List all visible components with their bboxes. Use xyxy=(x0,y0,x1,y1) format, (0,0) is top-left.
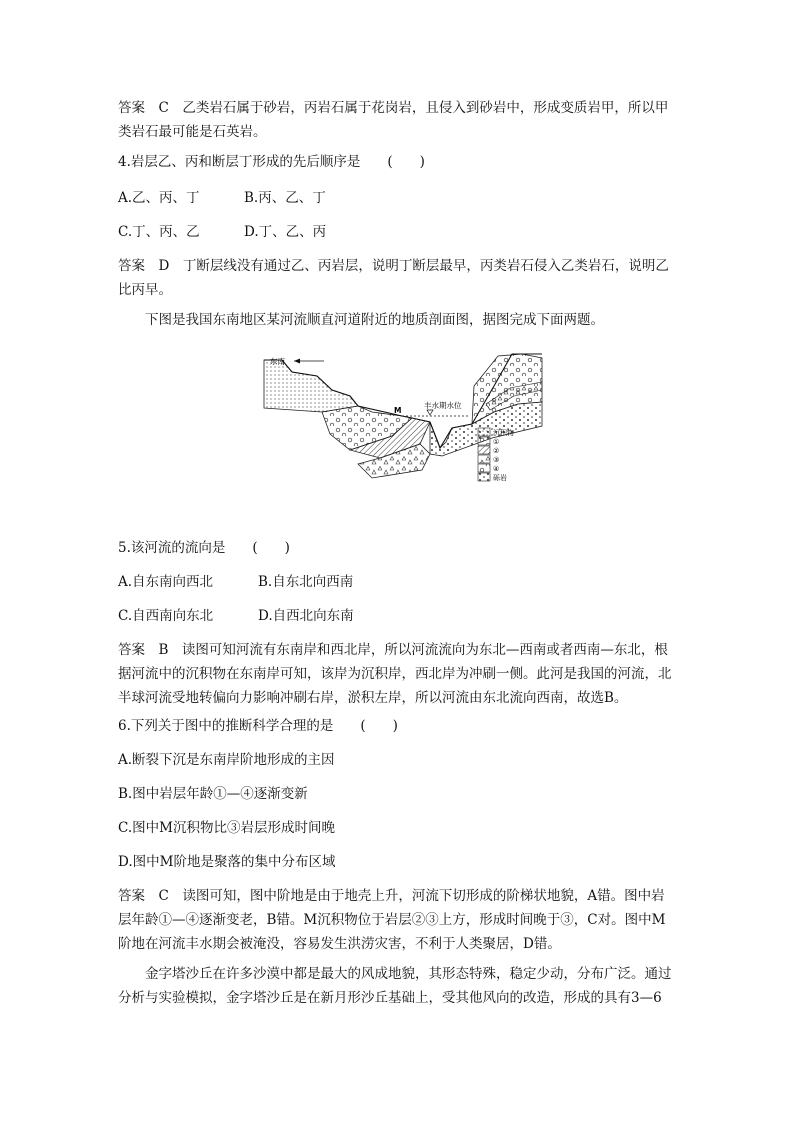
q5-option-a: A.自东南向西北 xyxy=(118,574,214,590)
sediment-layer xyxy=(264,360,358,412)
answer-4: 答案 D 丁断层线没有通过乙、丙岩层，说明丁断层最早，丙类岩石侵入乙类岩石，说明乙比丙早。 xyxy=(118,258,669,298)
legend-label-2: ② xyxy=(493,447,500,455)
q4-option-c: C.丁、丙、乙 xyxy=(118,224,200,240)
passage-intro: 金字塔沙丘在许多沙漠中都是最大的风成地貌，其形态特殊，稳定少动，分布广泛。通过分析与实验模拟，金字塔沙丘是在新月形沙丘基础上，受其他风向的改造，形成的具有3—6 xyxy=(118,966,672,1006)
legend xyxy=(478,428,514,482)
legend-swatch-1 xyxy=(478,437,490,445)
q6-option-d: D.图中M阶地是聚落的集中分布区域 xyxy=(118,854,336,870)
q6-option-b: B.图中岩层年龄①—④逐渐变新 xyxy=(118,786,308,802)
question-4: 4.岩层乙、丙和断层丁形成的先后顺序是 ( ) xyxy=(118,154,425,170)
legend-swatch-2 xyxy=(478,446,490,454)
legend-swatch-sediment xyxy=(478,428,490,436)
water-level-label: 丰水期水位 xyxy=(424,401,462,410)
legend-label-3: ③ xyxy=(493,456,500,464)
water-level-marker-icon xyxy=(427,410,433,415)
legend-swatch-3 xyxy=(478,455,490,463)
geologic-cross-section-figure xyxy=(262,346,552,486)
answer-6: 答案 C 读图可知，图中阶地是由于地壳上升，河流下切形成的阶梯状地貌，A错。图中岩层年龄①—④逐渐变老，B错。M沉积物位于岩层②③上方，形成时间晚于③，C对。图中M阶地在河流丰水期会被淹没，容易发生洪涝灾害，不利于人类聚居，D错。 xyxy=(118,888,666,952)
q4-option-a: A.乙、丙、丁 xyxy=(118,190,200,206)
legend-swatch-4 xyxy=(478,464,490,472)
q5-option-d: D.自西北向东南 xyxy=(258,608,354,624)
direction-label: 东南 xyxy=(270,357,285,366)
q4-option-b: B.丙、乙、丁 xyxy=(244,190,326,206)
question-5: 5.该河流的流向是 ( ) xyxy=(118,540,290,556)
point-m-label: M xyxy=(394,406,402,415)
legend-label-4: ④ xyxy=(493,465,500,473)
legend-swatch-conglomerate xyxy=(478,473,490,481)
q5-option-c: C.自西南向东北 xyxy=(118,608,214,624)
answer-5: 答案 B 读图可知河流有东南岸和西北岸，所以河流流向为东北—西南或者西南—东北，根据河流中的沉积物在东南岸可知，该岸为沉积岸，西北岸为冲刷一侧。此河是我国的河流，北半球河流受地转偏向力影响冲刷右岸，淤积左岸，所以河流由东北流向西南，故选B。 xyxy=(118,642,672,706)
q6-option-c: C.图中M沉积物比③岩层形成时间晚 xyxy=(118,820,335,836)
q5-option-b: B.自东北向西南 xyxy=(258,574,354,590)
legend-label-sediment: 沉积物 xyxy=(493,429,514,437)
legend-label-1: ① xyxy=(493,438,500,446)
figure-intro: 下图是我国东南地区某河流顺直河道附近的地质剖面图，据图完成下面两题。 xyxy=(145,312,604,328)
legend-label-conglomerate: 砾岩 xyxy=(493,474,507,482)
q6-option-a: A.断裂下沉是东南岸阶地形成的主因 xyxy=(118,752,335,768)
question-6: 6.下列关于图中的推断科学合理的是 ( ) xyxy=(118,718,398,734)
q4-option-d: D.丁、乙、丙 xyxy=(244,224,327,240)
answer-3: 答案 C 乙类岩石属于砂岩，丙岩石属于花岗岩，且侵入到砂岩中，形成变质岩甲，所以甲类岩石最可能是石英岩。 xyxy=(118,100,669,140)
arrow-left-icon xyxy=(294,359,300,364)
